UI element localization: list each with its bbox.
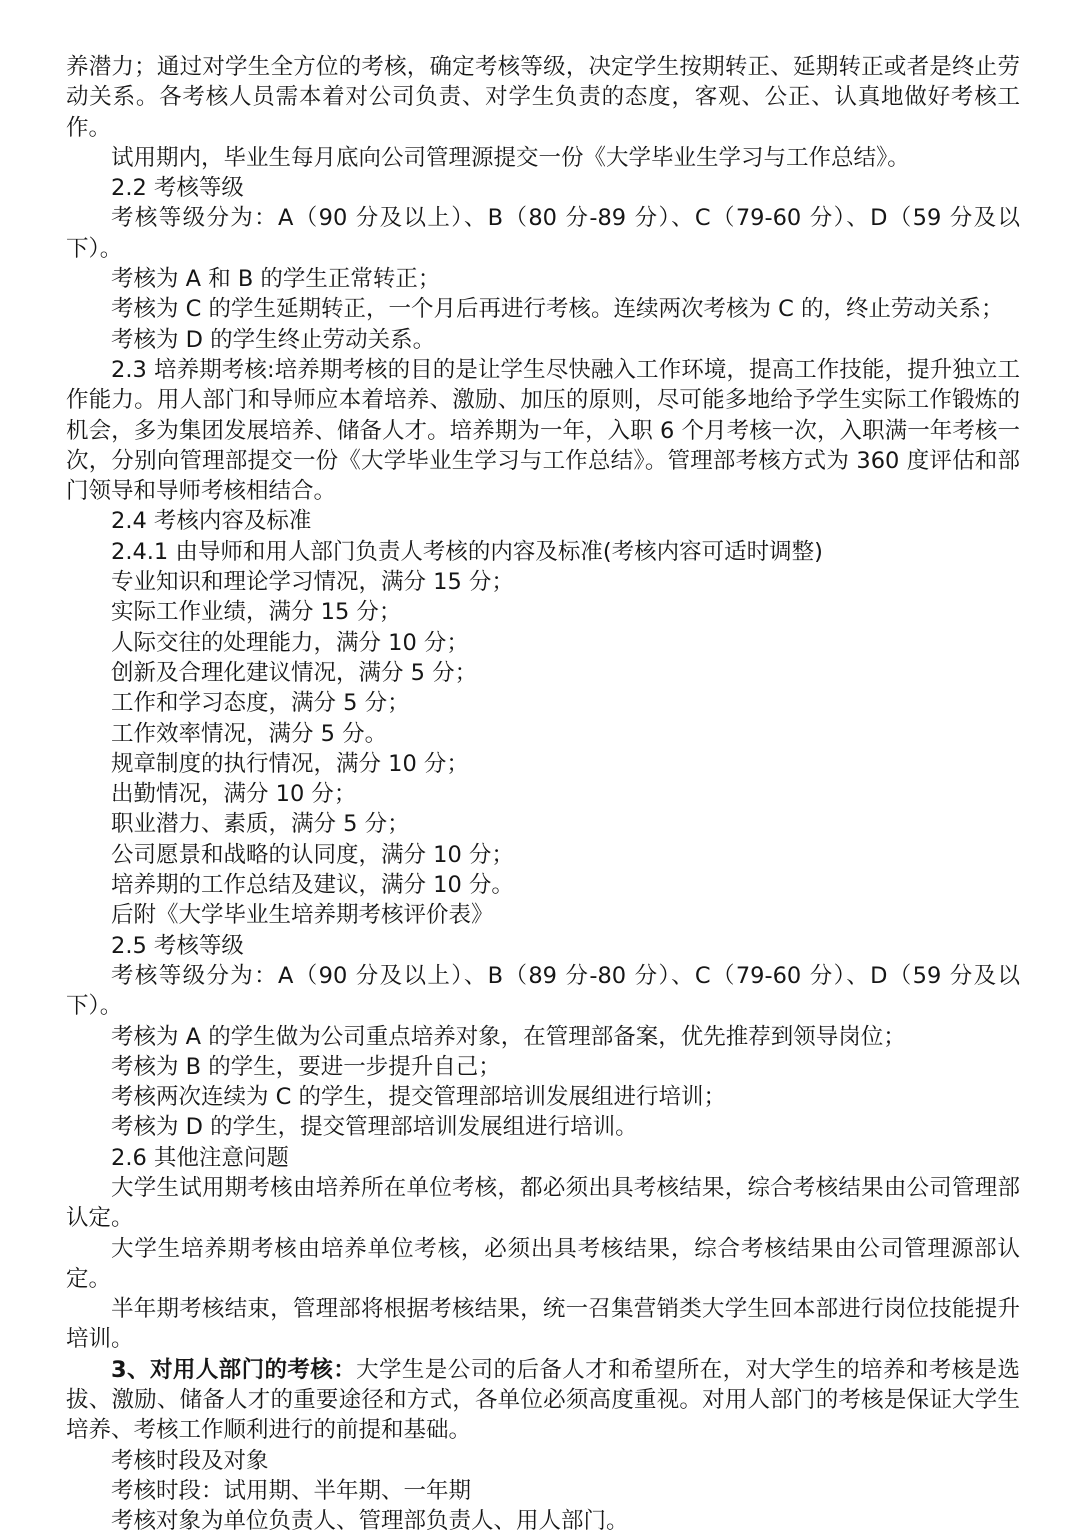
paragraph-grade-ab: 考核为 A 和 B 的学生正常转正； (111, 266, 441, 293)
paragraph-assessment-targets: 考核对象为单位负责人、管理部负责人、用人部门。 (111, 1508, 629, 1535)
paragraph-probation-assessment-note: 大学生试用期考核由培养所在单位考核，都必须出具考核结果，综合考核结果由公司管理部认定。 (66, 1174, 1020, 1232)
list-item-criterion: 培养期的工作总结及建议，满分 10 分。 (111, 872, 514, 899)
paragraph-grade-a-2: 考核为 A 的学生做为公司重点培养对象，在管理部备案，优先推荐到领导岗位； (111, 1023, 906, 1050)
list-item-criterion: 创新及合理化建议情况，满分 5 分； (111, 659, 478, 686)
section-3-lead: 3、对用人部门的考核： (111, 1356, 357, 1383)
paragraph-training-assessment-note: 大学生培养期考核由培养单位考核，必须出具考核结果，综合考核结果由公司管理源部认定。 (66, 1235, 1020, 1292)
paragraph-half-year-training: 半年期考核结束，管理部将根据考核结果，统一召集营销类大学生回本部进行岗位技能提升培训。 (66, 1296, 1020, 1353)
heading-2-4-1-mentor-assessment: 2.4.1 由导师和用人部门负责人考核的内容及标准(考核内容可适时调整) (111, 538, 823, 565)
heading-2-4-content-standards: 2.4 考核内容及标准 (111, 508, 312, 535)
list-item-criterion: 工作和学习态度，满分 5 分； (111, 690, 410, 717)
paragraph-grade-d: 考核为 D 的学生终止劳动关系。 (111, 326, 436, 353)
paragraph-appendix-note: 后附《大学毕业生培养期考核评价表》 (111, 902, 494, 929)
list-item-criterion: 专业知识和理论学习情况，满分 15 分； (111, 569, 514, 596)
list-item-criterion: 实际工作业绩，满分 15 分； (111, 599, 402, 626)
list-item-criterion: 出勤情况，满分 10 分； (111, 781, 357, 808)
paragraph-section-3-department-assessment (66, 1355, 1020, 1446)
heading-2-6-other-notes: 2.6 其他注意问题 (111, 1144, 289, 1171)
paragraph-2-3-training-period: 2.3 培养期考核:培养期考核的目的是让学生尽快融入工作环境，提高工作技能，提升独立工作能力。用人部门和导师应本着培养、激励、加压的原则，尽可能多地给予学生实际工作锻炼的机会，多为集团发展培养、储备人才。培养期为一年，入职 6 个月考核一次，入职满一年考核一次，分别向管理部提交一份《大学毕业生学习与工作总结》。管理部考核方式为 360 度评估和部门领导和导师考核相结合。 (66, 356, 1020, 505)
paragraph-grade-scale: 考核等级分为：A（90 分及以上）、B（80 分-89 分）、C（79-60 分）、D（59 分及以下）。 (66, 205, 1020, 262)
paragraph-grade-c-2: 考核两次连续为 C 的学生，提交管理部培训发展组进行培训； (111, 1084, 727, 1111)
paragraph-probation-summary: 试用期内，毕业生每月底向公司管理源提交一份《大学毕业生学习与工作总结》。 (111, 144, 910, 171)
paragraph-grade-scale-2: 考核等级分为：A（90 分及以上）、B（89 分-80 分）、C（79-60 分）、D（59 分及以下）。 (66, 962, 1020, 1020)
list-item-criterion: 人际交往的处理能力，满分 10 分； (111, 629, 469, 656)
list-item-criterion: 工作效率情况，满分 5 分。 (111, 720, 388, 747)
paragraph-grade-d-2: 考核为 D 的学生，提交管理部培训发展组进行培训。 (111, 1114, 638, 1141)
heading-2-5-grades: 2.5 考核等级 (111, 932, 244, 959)
list-item-criterion: 规章制度的执行情况，满分 10 分； (111, 750, 469, 777)
paragraph-grade-c: 考核为 C 的学生延期转正，一个月后再进行考核。连续两次考核为 C 的，终止劳动关系； (111, 296, 1004, 323)
paragraph-appraisal-purpose-continued: 养潜力；通过对学生全方位的考核，确定考核等级，决定学生按期转正、延期转正或者是终止劳动关系。各考核人员需本着对公司负责、对学生负责的态度，客观、公正、认真地做好考核工作。 (66, 54, 1020, 141)
paragraph-grade-b-2: 考核为 B 的学生，要进一步提升自己； (111, 1053, 501, 1080)
heading-2-2-grades: 2.2 考核等级 (111, 175, 244, 202)
heading-assessment-period-target: 考核时段及对象 (111, 1447, 269, 1474)
section-3-body: 大学生是公司的后备人才和希望所在，对大学生的培养和考核是选拔、激励、储备人才的重要途径和方式，各单位必须高度重视。对用人部门的考核是保证大学生培养、考核工作顺利进行的前提和基础。 (66, 1356, 1020, 1444)
list-item-criterion: 公司愿景和战略的认同度，满分 10 分； (111, 841, 514, 868)
paragraph-assessment-periods: 考核时段：试用期、半年期、一年期 (111, 1477, 472, 1504)
list-item-criterion: 职业潜力、素质，满分 5 分； (111, 811, 410, 838)
